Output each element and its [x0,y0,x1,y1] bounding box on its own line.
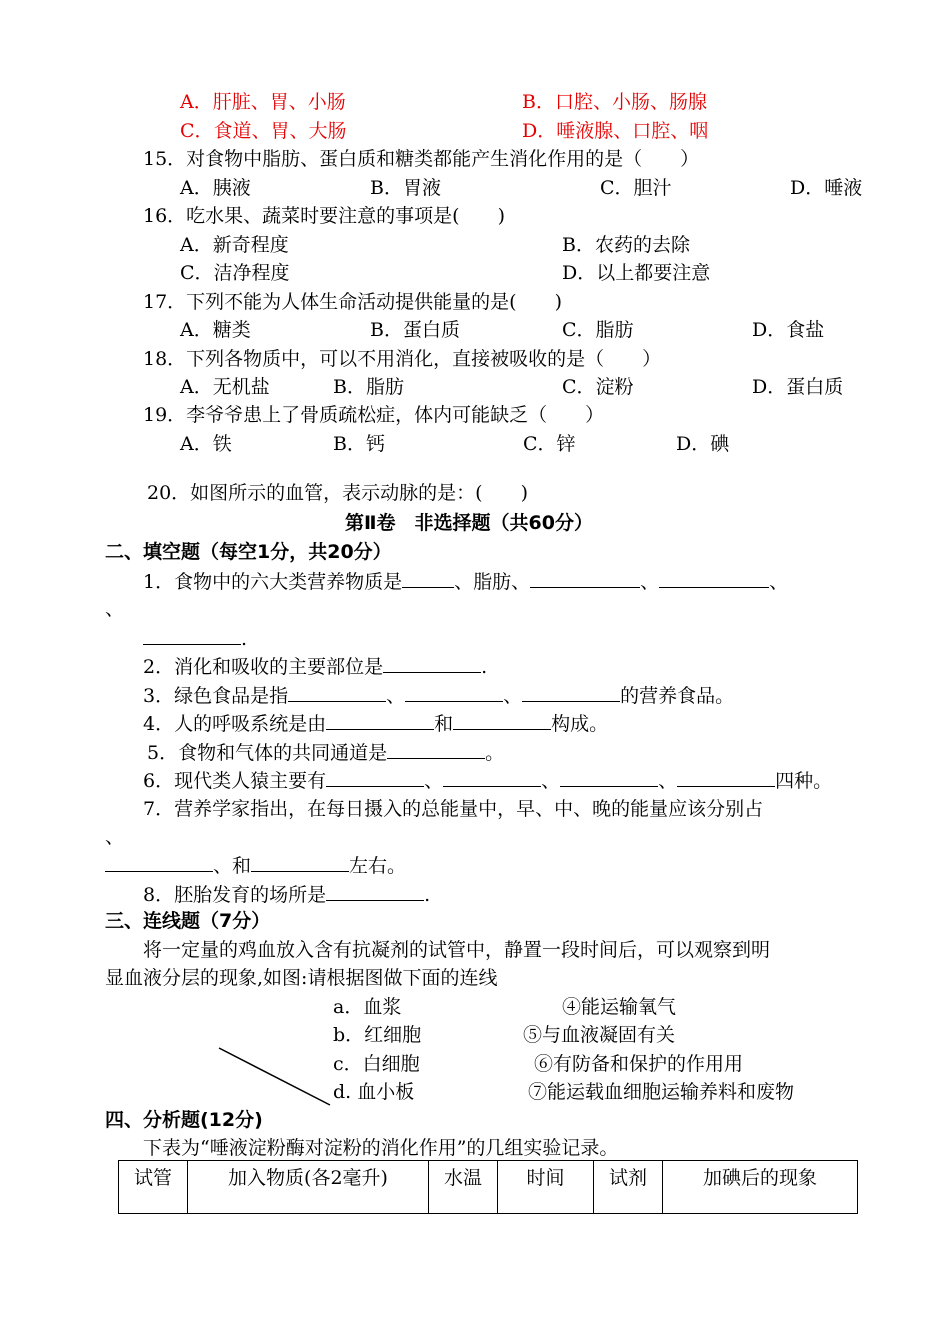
experiment-table [118,1160,858,1214]
q17-option-c: C．脂肪 [562,319,634,341]
q18-stem: 18．下列各物质中，可以不用消化，直接被吸收的是（ ） [143,348,662,370]
match-right-6: ⑥有防备和保护的作用用 [534,1053,744,1075]
header-substance: 加入物质(各2毫升) [188,1161,429,1214]
fill-1-wrap-mark: 、 [105,598,125,620]
q17-stem: 17．下列不能为人体生命活动提供能量的是( ) [143,291,563,313]
fill-1-cont: . [143,626,247,651]
q18-option-d: D．蛋白质 [752,376,844,398]
match-left-d: d. 血小板 [333,1081,415,1103]
q16-stem: 16．吃水果、蔬菜时要注意的事项是( ) [143,205,506,227]
q19-stem: 19．李爷爷患上了骨质疏松症，体内可能缺乏（ ） [143,404,605,426]
q17-option-d: D．食盐 [752,319,825,341]
q19-option-c: C．锌 [523,433,576,455]
q16-option-b: B．农药的去除 [562,234,690,256]
fill-6: 6．现代类人猿主要有 、 、 、 四种。 [143,770,833,792]
q15-option-b: B．胃液 [370,177,441,199]
section4-intro: 下表为“唾液淀粉酶对淀粉的消化作用”的几组实验记录。 [143,1137,619,1159]
fill-7-cont: 、和 左右。 [105,853,406,878]
section3-intro-1: 将一定量的鸡血放入含有抗凝剂的试管中，静置一段时间后，可以观察到明 [143,939,771,961]
fill-4: 4．人的呼吸系统是由 和 构成。 [143,713,609,735]
header-reagent: 试剂 [594,1161,663,1214]
fill-7-wrap-mark: 、 [105,826,125,848]
match-left-c: c．白细胞 [333,1053,420,1075]
fill-3: 3．绿色食品是指 、 、 的营养食品。 [143,685,735,707]
q14-option-b: B．口腔、小肠、肠腺 [522,91,707,113]
fill-8: 8．胚胎发育的场所是 . [143,884,431,906]
match-left-a: a．血浆 [333,996,402,1018]
q15-option-a: A．胰液 [180,177,251,199]
q19-option-b: B．钙 [333,433,385,455]
match-left-b: b．红细胞 [333,1024,422,1046]
section2-title: 二、填空题（每空1分，共20分） [105,541,392,563]
q17-option-b: B．蛋白质 [370,319,460,341]
q14-option-a: A．肝脏、胃、小肠 [180,91,346,113]
header-water-temp: 水温 [429,1161,498,1214]
q15-option-d: D．唾液 [790,177,863,199]
q15-option-c: C．胆汁 [600,177,672,199]
q17-option-a: A．糖类 [180,319,251,341]
fill-5: 5．食物和气体的共同通道是 。 [147,742,505,764]
section3-title: 三、连线题（7分） [105,910,271,932]
q16-option-d: D．以上都要注意 [562,262,711,284]
section4-title: 四、分析题(12分) [105,1109,263,1131]
fill-2: 2．消化和吸收的主要部位是 . [143,656,488,678]
fill-7: 7．营养学家指出，在每日摄入的总能量中，早、中、晚的能量应该分别占 [143,798,764,820]
q18-option-c: C．淀粉 [562,376,634,398]
q19-option-a: A．铁 [180,433,232,455]
part2-title: 第Ⅱ卷 非选择题（共60分） [345,512,593,534]
table-header-row [119,1161,858,1214]
q16-option-c: C．洁净程度 [180,262,290,284]
q18-option-a: A．无机盐 [180,376,270,398]
q15-stem: 15．对食物中脂肪、蛋白质和糖类都能产生消化作用的是（ ） [143,148,700,170]
match-right-5: ⑤与血液凝固有关 [523,1024,676,1046]
header-result: 加碘后的现象 [663,1161,858,1214]
q14-option-c: C．食道、胃、大肠 [180,120,347,142]
q16-option-a: A．新奇程度 [180,234,289,256]
fill-1: 1．食物中的六大类营养物质是 、脂肪、 、 、 [143,571,789,593]
q19-option-d: D．碘 [676,433,730,455]
q20-stem: 20．如图所示的血管，表示动脉的是：( ) [147,482,529,504]
match-right-7: ⑦能运载血细胞运输养料和废物 [528,1081,795,1103]
q14-option-d: D．唾液腺、口腔、咽 [522,120,709,142]
match-right-4: ④能运输氧气 [562,996,677,1018]
header-time: 时间 [498,1161,594,1214]
q18-option-b: B．脂肪 [333,376,404,398]
header-tube: 试管 [119,1161,188,1214]
section3-intro-2: 显血液分层的现象,如图:请根据图做下面的连线 [105,967,498,989]
